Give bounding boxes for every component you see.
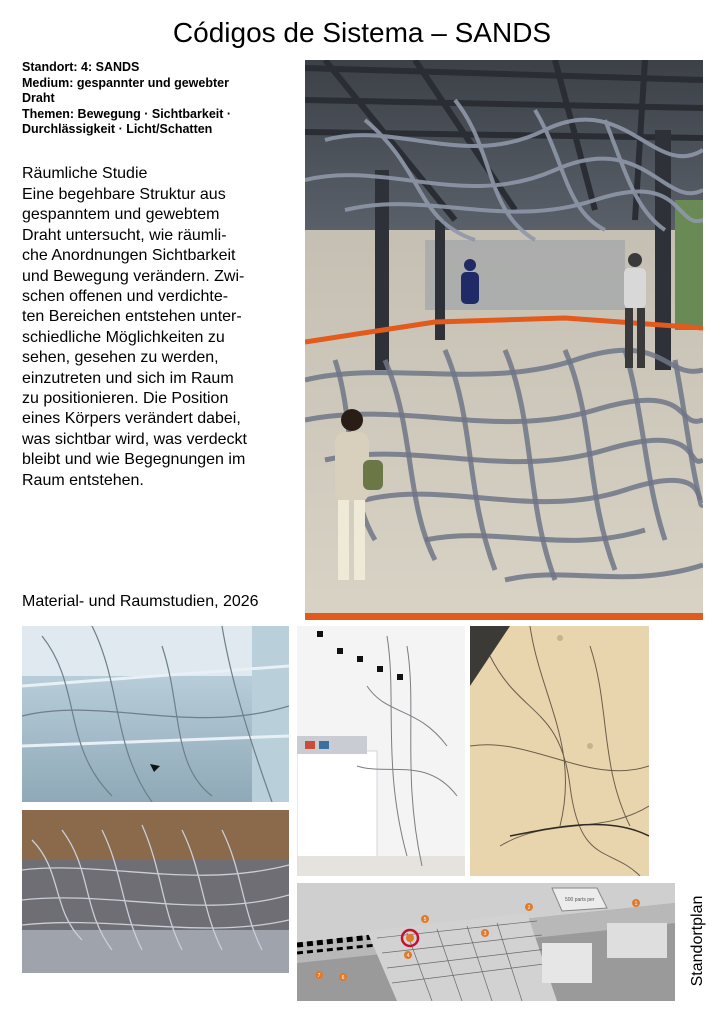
study-line: Raum entstehen. xyxy=(22,471,144,489)
map-marker-label: 3 xyxy=(483,931,487,937)
study-line: zu positionieren. Die Position xyxy=(22,390,229,408)
study-line: gespanntem und gewebtem xyxy=(22,206,220,224)
study-heading: Räumliche Studie xyxy=(22,165,148,182)
studies-caption: Material- und Raumstudien, 2026 xyxy=(22,593,259,610)
study-line: eines Körpers verändert dabei, xyxy=(22,410,241,428)
site-plan-label xyxy=(683,880,713,1002)
study-line: sehen, gesehen zu werden, xyxy=(22,349,219,367)
study-line: bleibt und wie Begegnungen im xyxy=(22,451,246,469)
map-marker-label: 4 xyxy=(406,953,410,959)
page-title: Códigos de Sistema – SANDS xyxy=(172,17,552,48)
study-line: Draht untersucht, wie räumli- xyxy=(22,226,227,244)
study-line: ten Bereichen entstehen unter- xyxy=(22,308,242,326)
medium-line-1: Medium: gespannter und gewebter xyxy=(22,75,229,90)
study-line: und Bewegung verändern. Zwi- xyxy=(22,267,245,285)
study-line: Eine begehbare Struktur aus xyxy=(22,186,226,203)
project-meta xyxy=(22,60,292,138)
map-marker-label: 7 xyxy=(317,973,321,979)
study-line: schen offenen und verdichte- xyxy=(22,288,229,306)
study-line: che Anordnungen Sichtbarkeit xyxy=(22,247,236,265)
map-marker-label: 2 xyxy=(527,905,531,911)
themes-line-2: Durchlässigkeit · Licht/Schatten xyxy=(22,122,213,136)
map-marker-label: 6 xyxy=(341,975,345,981)
site-plan-label-text: Standortplan xyxy=(689,895,706,987)
wire-study-photo-glass xyxy=(22,626,289,802)
medium-line-2: Draht xyxy=(22,91,55,105)
study-body xyxy=(22,185,296,491)
map-marker-label: 5 xyxy=(423,917,427,923)
study-line: was sichtbar wird, was verdeckt xyxy=(22,430,247,448)
map-small-label: 500 parts per xyxy=(565,897,595,903)
map-marker-label: 1 xyxy=(634,901,638,907)
wire-study-photo-weave xyxy=(22,810,289,973)
main-installation-photo xyxy=(305,60,703,620)
study-line: einzutreten und sich im Raum xyxy=(22,369,234,387)
wire-study-photo-room xyxy=(297,626,465,876)
site-plan-map xyxy=(297,883,675,1001)
themes-line-1: Themen: Bewegung · Sichtbarkeit · xyxy=(22,106,232,121)
location-line: Standort: 4: SANDS xyxy=(22,60,140,74)
study-line: schiedliche Möglichkeiten zu xyxy=(22,328,225,346)
wire-study-photo-wall xyxy=(470,626,649,876)
